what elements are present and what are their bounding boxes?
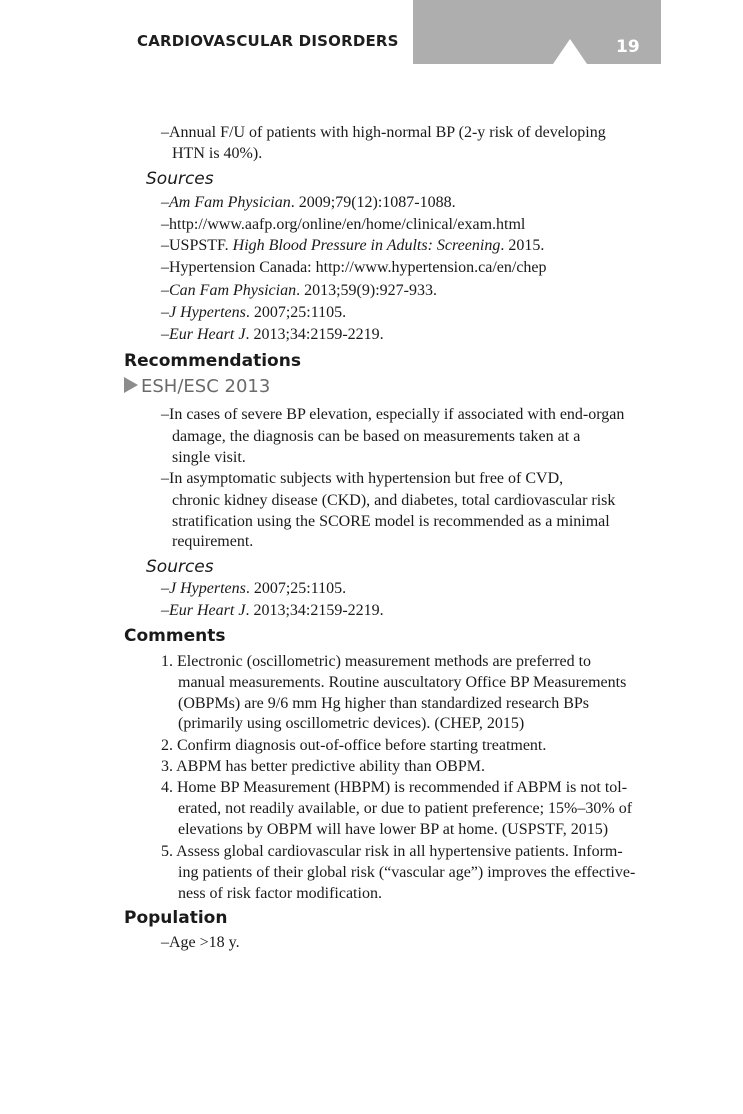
- comment-line: ness of risk factor modification.: [178, 885, 382, 902]
- source-item: –Eur Heart J. 2013;34:2159-2219.: [161, 602, 384, 619]
- comments-heading: Comments: [124, 626, 226, 646]
- recommendation-line: damage, the diagnosis can be based on measurements taken at a: [172, 428, 581, 445]
- source-item: –J Hypertens. 2007;25:1105.: [161, 580, 347, 597]
- recommendation-line: single visit.: [172, 449, 246, 466]
- comment-line: 5. Assess global cardiovascular risk in all hypertensive patients. Inform-: [161, 843, 623, 860]
- comment-line: ing patients of their global risk (“vascular age”) improves the effective-: [178, 864, 636, 881]
- comment-line: erated, not readily available, or due to patient preference; 15%–30% of: [178, 800, 633, 817]
- tab-notch-shape: [553, 39, 587, 64]
- recommendation-line: chronic kidney disease (CKD), and diabetes, total cardiovascular risk: [172, 492, 616, 509]
- comment-line: 4. Home BP Measurement (HBPM) is recommended if ABPM is not tol-: [161, 779, 628, 796]
- population-heading: Population: [124, 908, 228, 928]
- recommendation-line: –In asymptomatic subjects with hypertension but free of CVD,: [161, 470, 564, 487]
- source-item: –Eur Heart J. 2013;34:2159-2219.: [161, 326, 384, 343]
- source-item: –J Hypertens. 2007;25:1105.: [161, 304, 347, 321]
- source-item: –Am Fam Physician. 2009;79(12):1087-1088.: [161, 194, 456, 211]
- sources-heading: Sources: [146, 557, 214, 577]
- comment-line: 1. Electronic (oscillometric) measurement methods are preferred to: [161, 653, 592, 670]
- comment-line: (OBPMs) are 9/6 mm Hg higher than standardized research BPs: [178, 695, 590, 712]
- sources-heading: Sources: [146, 169, 214, 189]
- intro-line: HTN is 40%).: [172, 145, 263, 162]
- population-item: –Age >18 y.: [161, 934, 240, 951]
- source-item: –USPSTF. High Blood Pressure in Adults: Screening. 2015.: [161, 237, 545, 254]
- source-item: –http://www.aafp.org/online/en/home/clinical/exam.html: [161, 216, 526, 233]
- source-item: –Hypertension Canada: http://www.hypertension.ca/en/chep: [161, 259, 547, 276]
- comment-line: (primarily using oscillometric devices). (CHEP, 2015): [178, 715, 525, 732]
- source-item: –Can Fam Physician. 2013;59(9):927-933.: [161, 282, 437, 299]
- comment-line: manual measurements. Routine auscultatory Office BP Measurements: [178, 674, 627, 691]
- running-header-title: CARDIOVASCULAR DISORDERS: [137, 32, 399, 50]
- recommendations-heading: Recommendations: [124, 351, 301, 371]
- comment-line: elevations by OBPM will have lower BP at home. (USPSTF, 2015): [178, 821, 609, 838]
- triangle-bullet-icon: [124, 377, 138, 393]
- recommendation-line: stratification using the SCORE model is recommended as a minimal: [172, 513, 610, 530]
- page-number: 19: [616, 37, 640, 57]
- recommendation-line: requirement.: [172, 533, 254, 550]
- recommendation-line: –In cases of severe BP elevation, especially if associated with end-organ: [161, 406, 625, 423]
- guideline-subheading: ESH/ESC 2013: [124, 377, 270, 397]
- comment-line: 3. ABPM has better predictive ability than OBPM.: [161, 758, 485, 775]
- comment-line: 2. Confirm diagnosis out-of-office before starting treatment.: [161, 737, 547, 754]
- intro-line: –Annual F/U of patients with high-normal BP (2-y risk of developing: [161, 124, 606, 141]
